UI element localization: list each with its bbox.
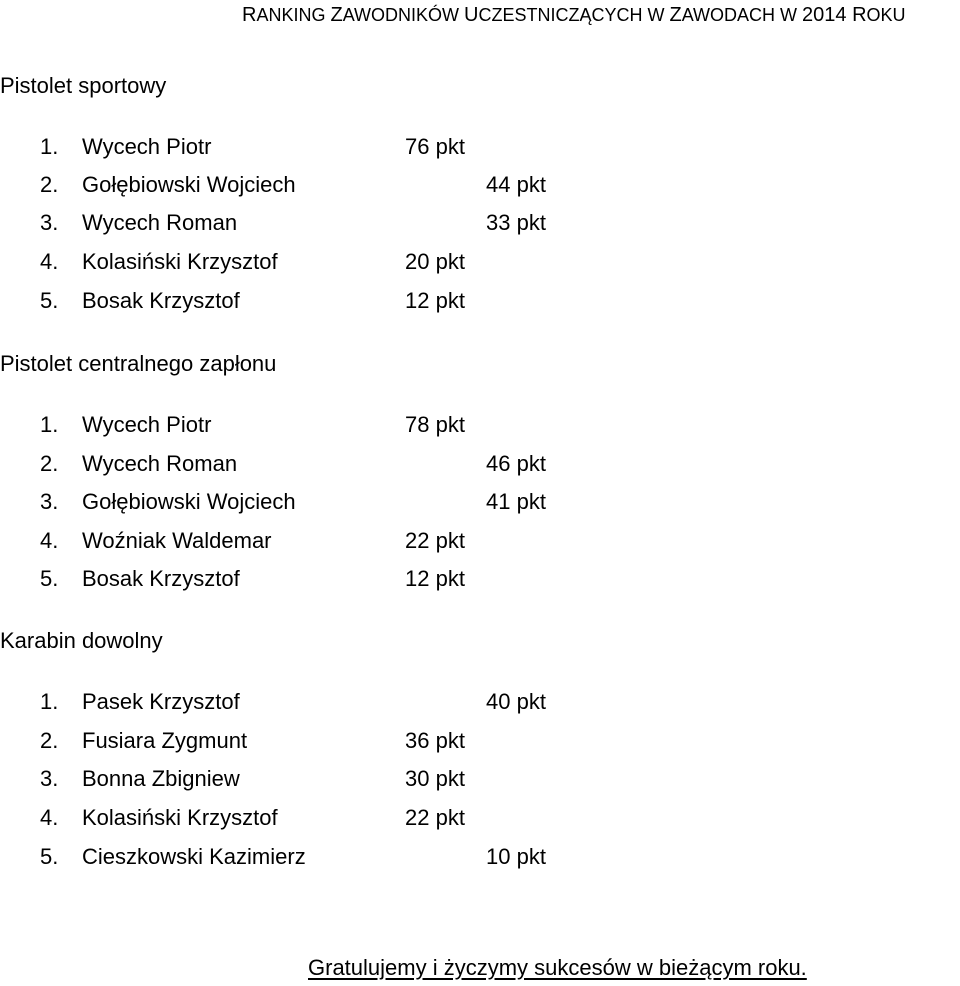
- score: 41 pkt: [486, 489, 546, 514]
- title-part: UCZESTNICZĄCYCH W: [464, 4, 670, 26]
- score: 20 pkt: [405, 249, 465, 274]
- title-part: ZAWODACH W: [669, 4, 803, 26]
- ranking-row: [0, 805, 960, 835]
- competitor-name: Woźniak Waldemar: [82, 528, 272, 553]
- rank-number: 3.: [40, 489, 59, 514]
- rank-number: 5.: [40, 844, 59, 869]
- section-title-pistolet-centralnego-zaplonu: Pistolet centralnego zapłonu: [0, 351, 277, 376]
- score: 22 pkt: [405, 528, 465, 553]
- rank-number: 5.: [40, 288, 59, 313]
- ranking-row: [0, 689, 960, 719]
- rank-number: 2.: [40, 728, 59, 753]
- rank-number: 4.: [40, 805, 59, 830]
- score: 12 pkt: [405, 288, 465, 313]
- rank-number: 3.: [40, 210, 59, 235]
- score: 46 pkt: [486, 451, 546, 476]
- ranking-row: [0, 288, 960, 318]
- competitor-name: Gołębiowski Wojciech: [82, 489, 296, 514]
- competitor-name: Kolasiński Krzysztof: [82, 249, 278, 274]
- score: 76 pkt: [405, 134, 465, 159]
- rank-number: 1.: [40, 412, 59, 437]
- rank-number: 1.: [40, 134, 59, 159]
- closing-message: Gratulujemy i życzymy sukcesów w bieżącym roku.: [308, 955, 807, 980]
- score: 10 pkt: [486, 844, 546, 869]
- ranking-row: [0, 844, 960, 874]
- ranking-row: [0, 172, 960, 202]
- rank-number: 3.: [40, 766, 59, 791]
- section-title-pistolet-sportowy: Pistolet sportowy: [0, 73, 167, 98]
- competitor-name: Wycech Piotr: [82, 134, 212, 159]
- ranking-row: [0, 249, 960, 279]
- ranking-row: [0, 210, 960, 240]
- score: 30 pkt: [405, 766, 465, 791]
- ranking-row: [0, 489, 960, 519]
- competitor-name: Bonna Zbigniew: [82, 766, 240, 791]
- competitor-name: Kolasiński Krzysztof: [82, 805, 278, 830]
- competitor-name: Wycech Piotr: [82, 412, 212, 437]
- ranking-row: [0, 566, 960, 596]
- rank-number: 4.: [40, 528, 59, 553]
- score: 22 pkt: [405, 805, 465, 830]
- competitor-name: Bosak Krzysztof: [82, 566, 240, 591]
- rank-number: 4.: [40, 249, 59, 274]
- ranking-row: [0, 134, 960, 164]
- competitor-name: Wycech Roman: [82, 451, 238, 476]
- competitor-name: Pasek Krzysztof: [82, 689, 240, 714]
- document-title: [242, 4, 906, 26]
- ranking-row: [0, 728, 960, 758]
- title-part: RANKING: [242, 4, 331, 26]
- rank-number: 5.: [40, 566, 59, 591]
- ranking-row: [0, 766, 960, 796]
- ranking-row: [0, 412, 960, 442]
- rank-number: 1.: [40, 689, 59, 714]
- score: 36 pkt: [405, 728, 465, 753]
- score: 12 pkt: [405, 566, 465, 591]
- score: 40 pkt: [486, 689, 546, 714]
- ranking-row: [0, 451, 960, 481]
- competitor-name: Gołębiowski Wojciech: [82, 172, 296, 197]
- ranking-row: [0, 528, 960, 558]
- title-part: 2014 ROKU: [802, 4, 906, 26]
- rank-number: 2.: [40, 172, 59, 197]
- section-title-karabin-dowolny: Karabin dowolny: [0, 628, 163, 653]
- title-part: ZAWODNIKÓW: [330, 4, 465, 26]
- competitor-name: Wycech Roman: [82, 210, 238, 235]
- score: 78 pkt: [405, 412, 465, 437]
- score: 33 pkt: [486, 210, 546, 235]
- score: 44 pkt: [486, 172, 546, 197]
- rank-number: 2.: [40, 451, 59, 476]
- competitor-name: Fusiara Zygmunt: [82, 728, 248, 753]
- competitor-name: Cieszkowski Kazimierz: [82, 844, 306, 869]
- competitor-name: Bosak Krzysztof: [82, 288, 240, 313]
